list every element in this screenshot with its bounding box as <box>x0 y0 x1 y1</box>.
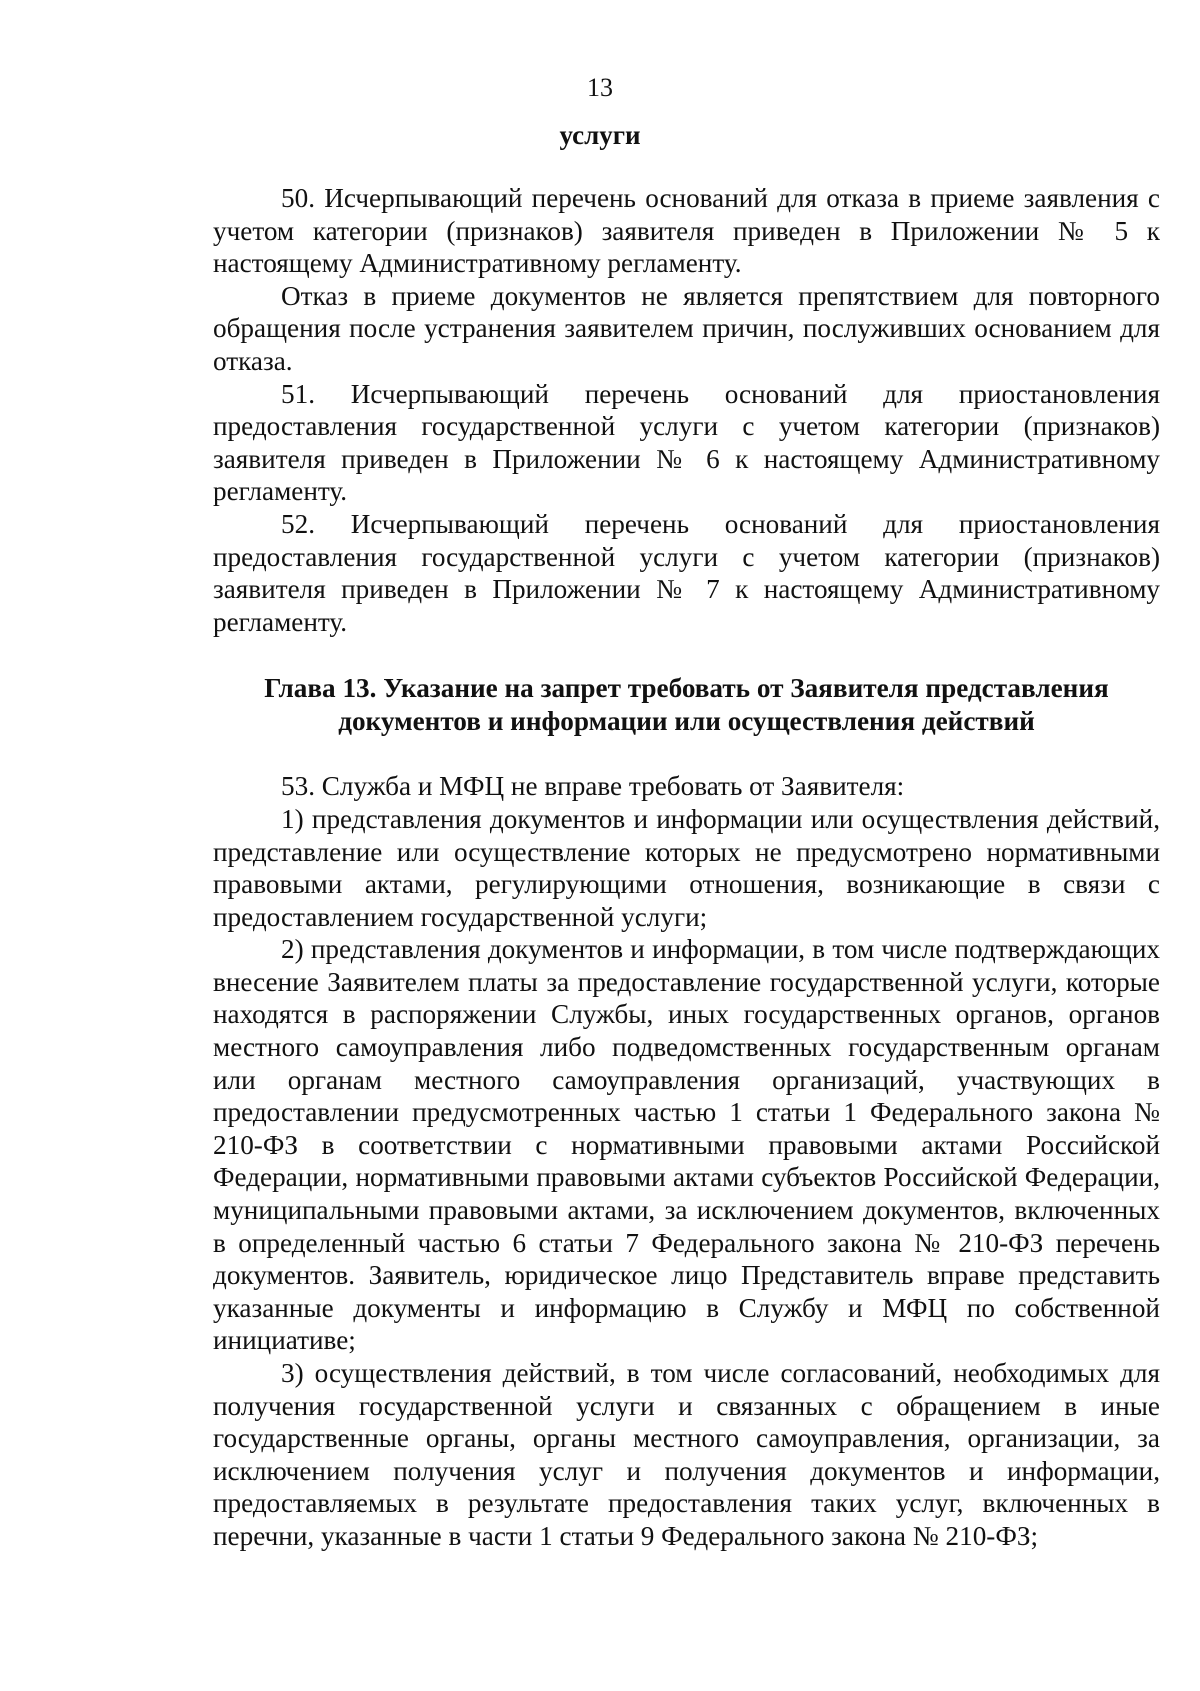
document-body <box>213 182 1160 1553</box>
paragraph-53-item-1: 1) представления документов и информации или осуществления действий, представление или осуществление которых не предусмотрено нормативными правовыми актами, регулирующими отношения, возникающие в связи с предоставлением государственной услуги; <box>213 803 1160 932</box>
chapter-heading-line-2: документов и информации или осуществления действий <box>338 706 1035 737</box>
paragraph-50-continued: Отказ в приеме документов не является препятствием для повторного обращения после устранения заявителем причин, послуживших основанием для отказа. <box>213 280 1160 376</box>
paragraph-53: 53. Служба и МФЦ не вправе требовать от Заявителя: <box>281 771 905 802</box>
page-number: 13 <box>587 73 613 102</box>
section-heading-tail: услуги <box>559 120 641 150</box>
paragraph-50: 50. Исчерпывающий перечень оснований для отказа в приеме заявления с учетом категории (признаков) заявителя приведен в Приложении № 5 к настоящему Административному регламенту. <box>213 183 1160 279</box>
chapter-heading <box>213 672 1160 738</box>
paragraph-52: 52. Исчерпывающий перечень оснований для приостановления предоставления государственной услуги с учетом категории (признаков) заявителя приведен в Приложении № 7 к настоящему Административному регламенту. <box>213 508 1160 637</box>
paragraph-51: 51. Исчерпывающий перечень оснований для приостановления предоставления государственной услуги с учетом категории (признаков) заявителя приведен в Приложении № 6 к настоящему Административному регламенту. <box>213 378 1160 507</box>
paragraph-53-item-2: 2) представления документов и информации, в том числе подтверждающих внесение Заявителем платы за предоставление государственной услуги, которые находятся в распоряжении Службы, иных государственных органов, органов местного самоуправления либо подведомственных государственным органам или органам местного самоуправления организаций, участвующих в предоставлении предусмотренных частью 1 статьи 1 Федерального закона № 210-ФЗ в соответствии с нормативными правовыми актами Российской Федерации, нормативными правовыми актами субъектов Российской Федерации, муниципальными правовыми актами, за исключением документов, включенных в определенный частью 6 статьи 7 Федерального закона № 210-ФЗ перечень документов. Заявитель, юридическое лицо Представитель вправе представить указанные документы и информацию в Службу и МФЦ по собственной инициативе; <box>213 934 1160 1356</box>
paragraph-53-item-3: 3) осуществления действий, в том числе согласований, необходимых для получения государственной услуги и связанных с обращением в иные государственные органы, органы местного самоуправления, организации, за исключением получения услуг и получения документов и информации, предоставляемых в результате предоставления таких услуг, включенных в перечни, указанные в части 1 статьи 9 Федерального закона № 210-ФЗ; <box>213 1358 1160 1551</box>
chapter-heading-line-1: Глава 13. Указание на запрет требовать от Заявителя представления <box>264 673 1109 704</box>
